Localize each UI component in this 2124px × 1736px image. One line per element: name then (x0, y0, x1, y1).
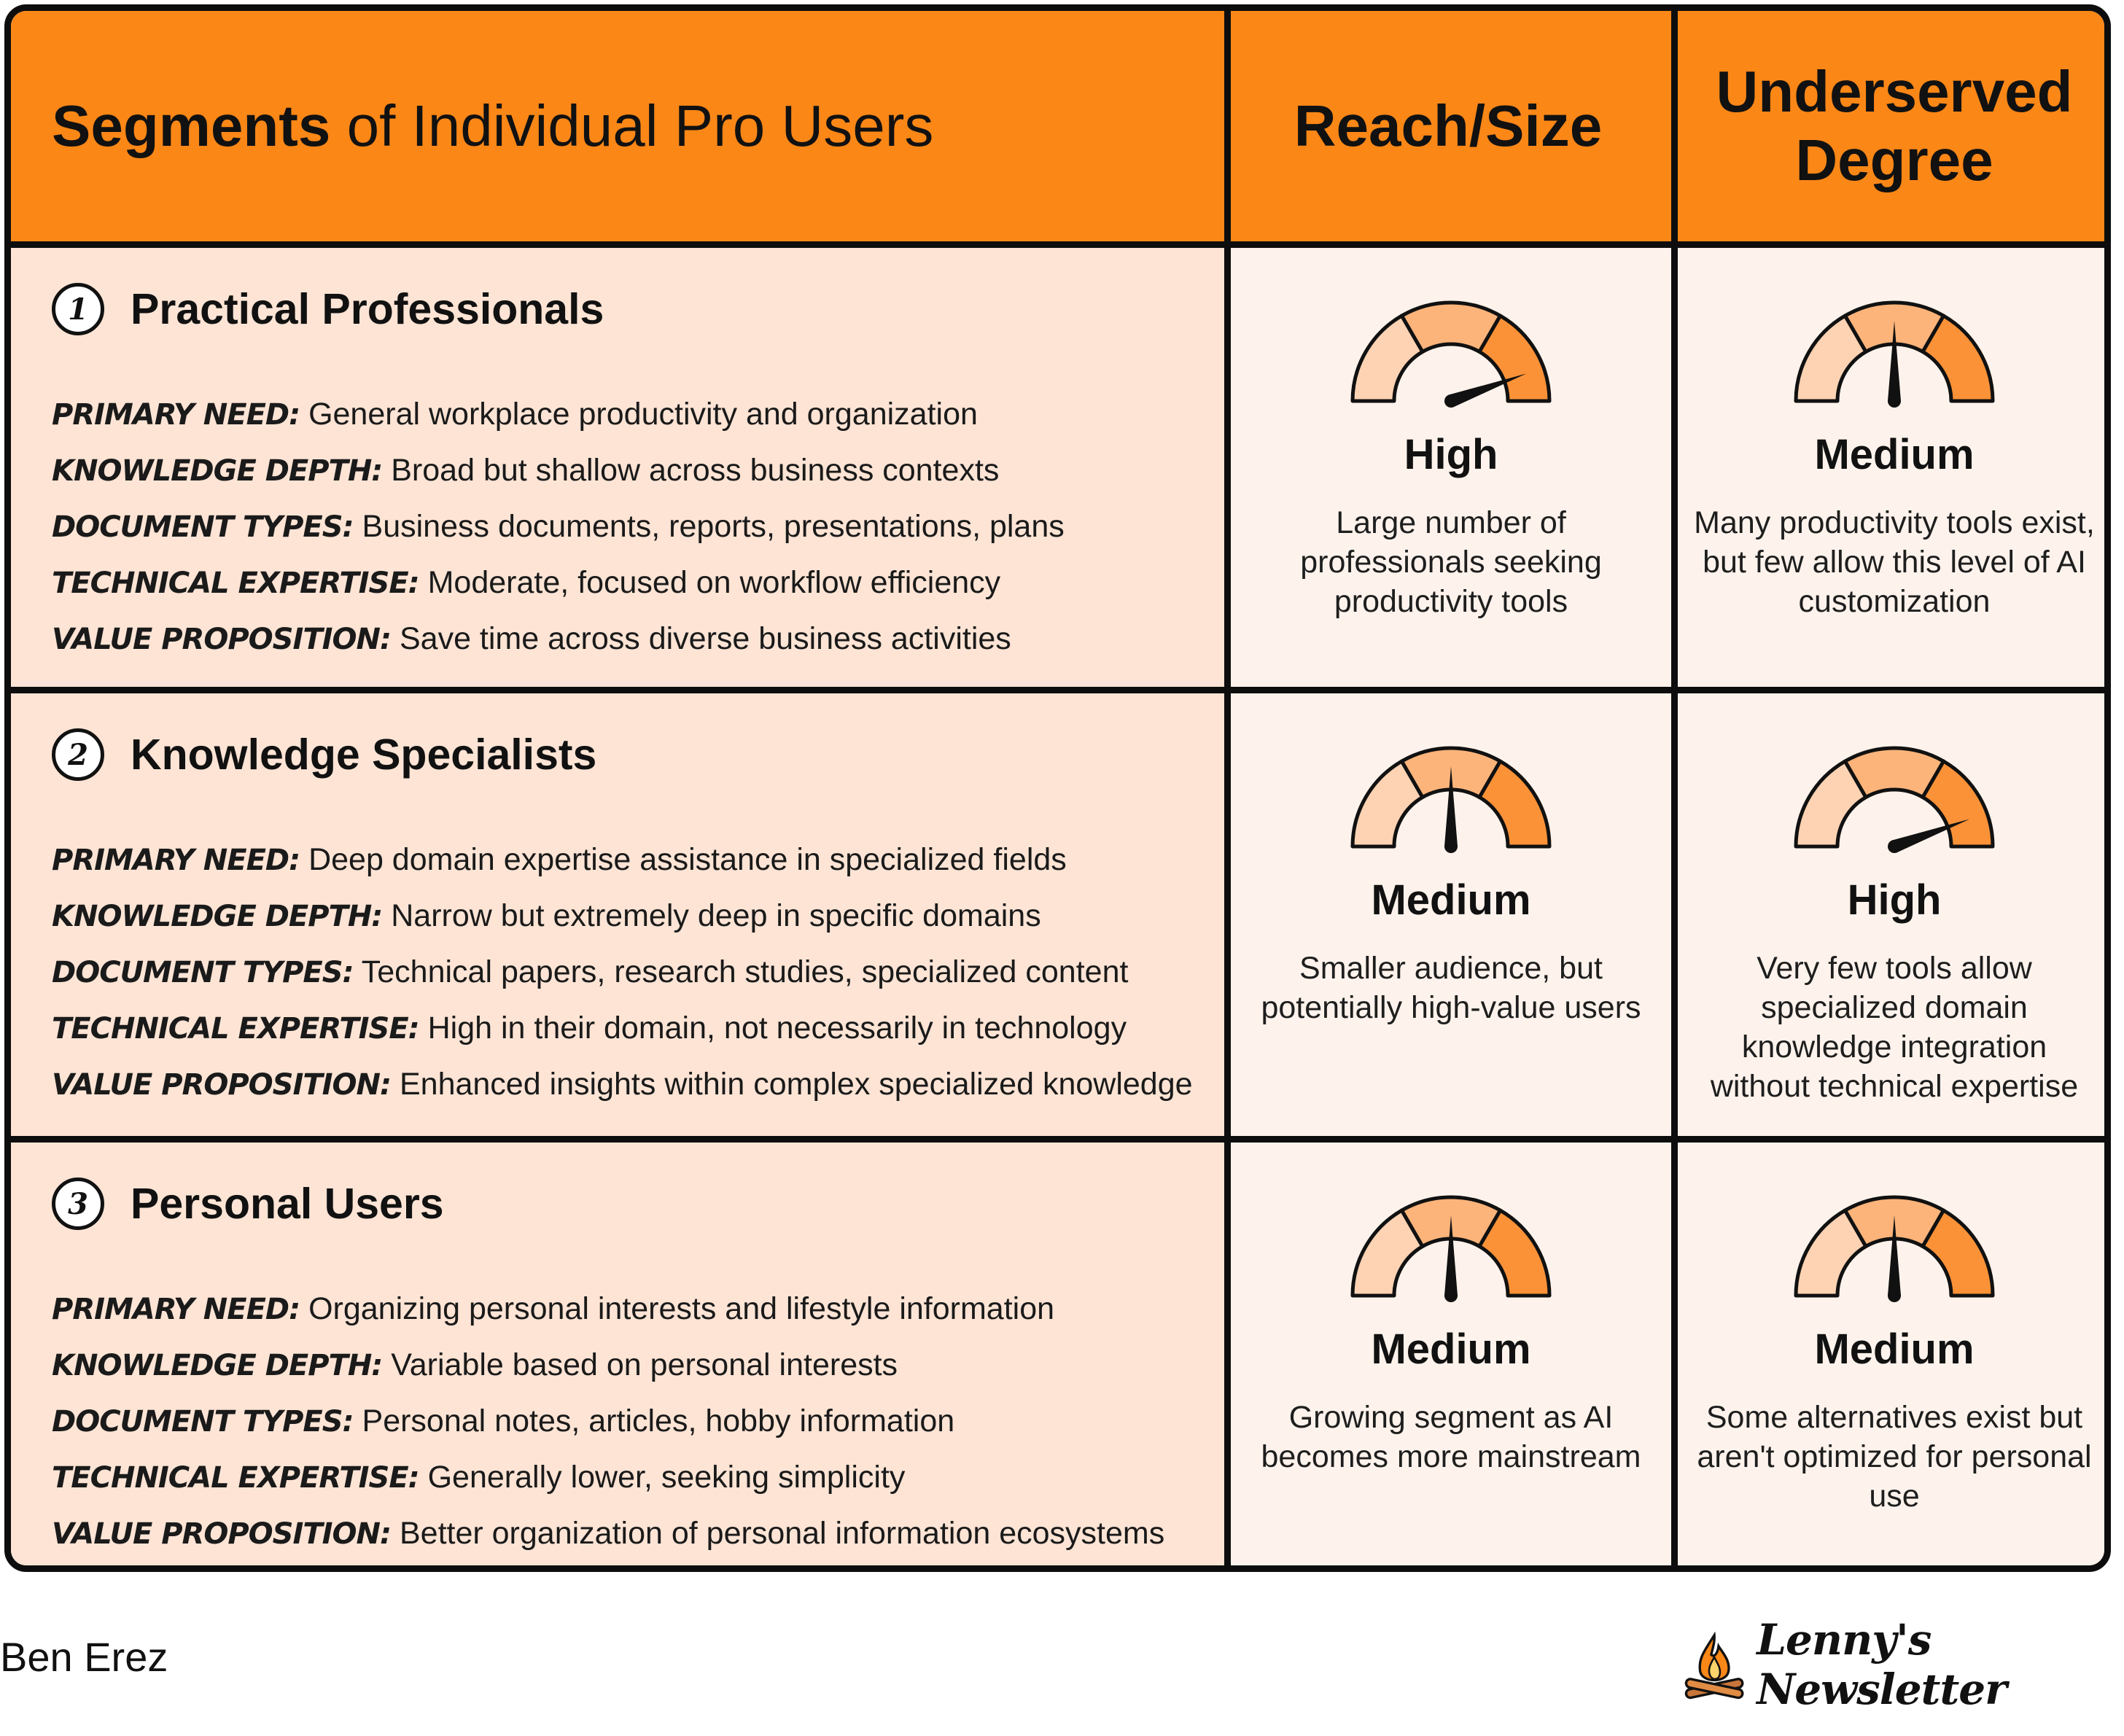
underserved-column-header (1678, 11, 2111, 241)
underserved-level: Medium (1814, 1326, 1975, 1373)
gauge-icon (1349, 744, 1553, 854)
attr-primary-need: PRIMARY NEED: Deep domain expertise assistance in specialized fields (52, 842, 1067, 877)
attr-value-proposition: VALUE PROPOSITION: Enhanced insights within complex specialized knowledge (52, 1067, 1193, 1102)
attr-technical-expertise: TECHNICAL EXPERTISE: Generally lower, seeking simplicity (52, 1460, 906, 1495)
segment-cell-2 (11, 693, 1224, 1136)
segment-name: Knowledge Specialists (131, 731, 597, 779)
underserved-line2: Degree (1795, 128, 1993, 192)
author-credit: Ben Erez (0, 1634, 168, 1680)
segment-number-badge: 1 (52, 283, 104, 335)
underserved-description: Very few tools allow specialized domain knowledge integration without technical expertise (1710, 951, 2079, 1104)
brand-name: Lenny's Newsletter (1757, 1615, 2007, 1714)
reach-level: High (1404, 431, 1498, 478)
reach-cell-2 (1231, 693, 1671, 1136)
underserved-cell-2 (1678, 693, 2111, 1136)
attr-technical-expertise: TECHNICAL EXPERTISE: High in their domain, not necessarily in technology (52, 1011, 1127, 1046)
table-header (11, 11, 2104, 241)
attr-primary-need: PRIMARY NEED: Organizing personal interests and lifestyle information (52, 1291, 1055, 1326)
gauge-icon (1792, 299, 1996, 408)
reach-cell-1 (1231, 248, 1671, 687)
attr-technical-expertise: TECHNICAL EXPERTISE: Moderate, focused on workflow efficiency (52, 565, 1001, 600)
reach-description: Smaller audience, but potentially high-value users (1261, 951, 1641, 1025)
attr-document-types: DOCUMENT TYPES: Business documents, reports, presentations, plans (52, 509, 1065, 544)
attr-primary-need: PRIMARY NEED: General workplace productivity and organization (52, 397, 978, 432)
attr-value-proposition: VALUE PROPOSITION: Better organization of personal information ecosystems (52, 1516, 1165, 1551)
row-divider (11, 687, 2104, 693)
reach-description: Large number of professionals seeking productivity tools (1300, 505, 1602, 619)
underserved-cell-3 (1678, 1143, 2111, 1572)
segment-name: Practical Professionals (131, 285, 604, 333)
reach-level: Medium (1371, 1326, 1531, 1373)
segments-table (4, 4, 2111, 1572)
attr-document-types: DOCUMENT TYPES: Technical papers, research studies, specialized content (52, 954, 1129, 989)
table-title (52, 11, 1218, 241)
underserved-description: Many productivity tools exist, but few allow this level of AI customization (1694, 505, 2095, 619)
reach-level: Medium (1371, 876, 1531, 924)
attr-knowledge-depth: KNOWLEDGE DEPTH: Variable based on personal interests (52, 1347, 898, 1382)
attr-knowledge-depth: KNOWLEDGE DEPTH: Broad but shallow across business contexts (52, 453, 1000, 488)
segment-attributes (52, 386, 1218, 667)
underserved-level: Medium (1814, 431, 1975, 478)
underserved-line1: Underserved (1716, 59, 2073, 124)
reach-description: Growing segment as AI becomes more mainstream (1261, 1400, 1641, 1474)
segment-cell-3 (11, 1143, 1224, 1572)
underserved-cell-1 (1678, 248, 2111, 687)
gauge-icon (1349, 1194, 1553, 1303)
segment-number-badge: 3 (52, 1178, 104, 1230)
segment-title (52, 728, 596, 781)
gauge-icon (1792, 744, 1996, 854)
reach-cell-3 (1231, 1143, 1671, 1572)
row-divider (11, 1136, 2104, 1143)
title-rest: of Individual Pro Users (346, 93, 934, 158)
underserved-level: High (1847, 876, 1942, 924)
segment-number-badge: 2 (52, 728, 104, 781)
title-bold: Segments (52, 93, 331, 158)
attr-knowledge-depth: KNOWLEDGE DEPTH: Narrow but extremely deep in specific domains (52, 898, 1041, 933)
reach-column-header: Reach/Size (1294, 93, 1603, 158)
segment-name: Personal Users (131, 1180, 444, 1228)
row-divider (11, 241, 2104, 248)
gauge-icon (1349, 299, 1553, 408)
attr-document-types: DOCUMENT TYPES: Personal notes, articles, hobby information (52, 1404, 955, 1439)
brand-logo (1681, 1615, 2124, 1714)
underserved-description: Some alternatives exist but aren't optimized for personal use (1697, 1400, 2092, 1514)
segment-cell-1 (11, 248, 1224, 687)
attr-value-proposition: VALUE PROPOSITION: Save time across diverse business activities (52, 621, 1011, 656)
segment-attributes (52, 1281, 1218, 1562)
segment-title (52, 1178, 444, 1230)
segment-title (52, 283, 604, 335)
campfire-icon (1681, 1621, 1748, 1708)
segment-attributes (52, 832, 1218, 1113)
gauge-icon (1792, 1194, 1996, 1303)
